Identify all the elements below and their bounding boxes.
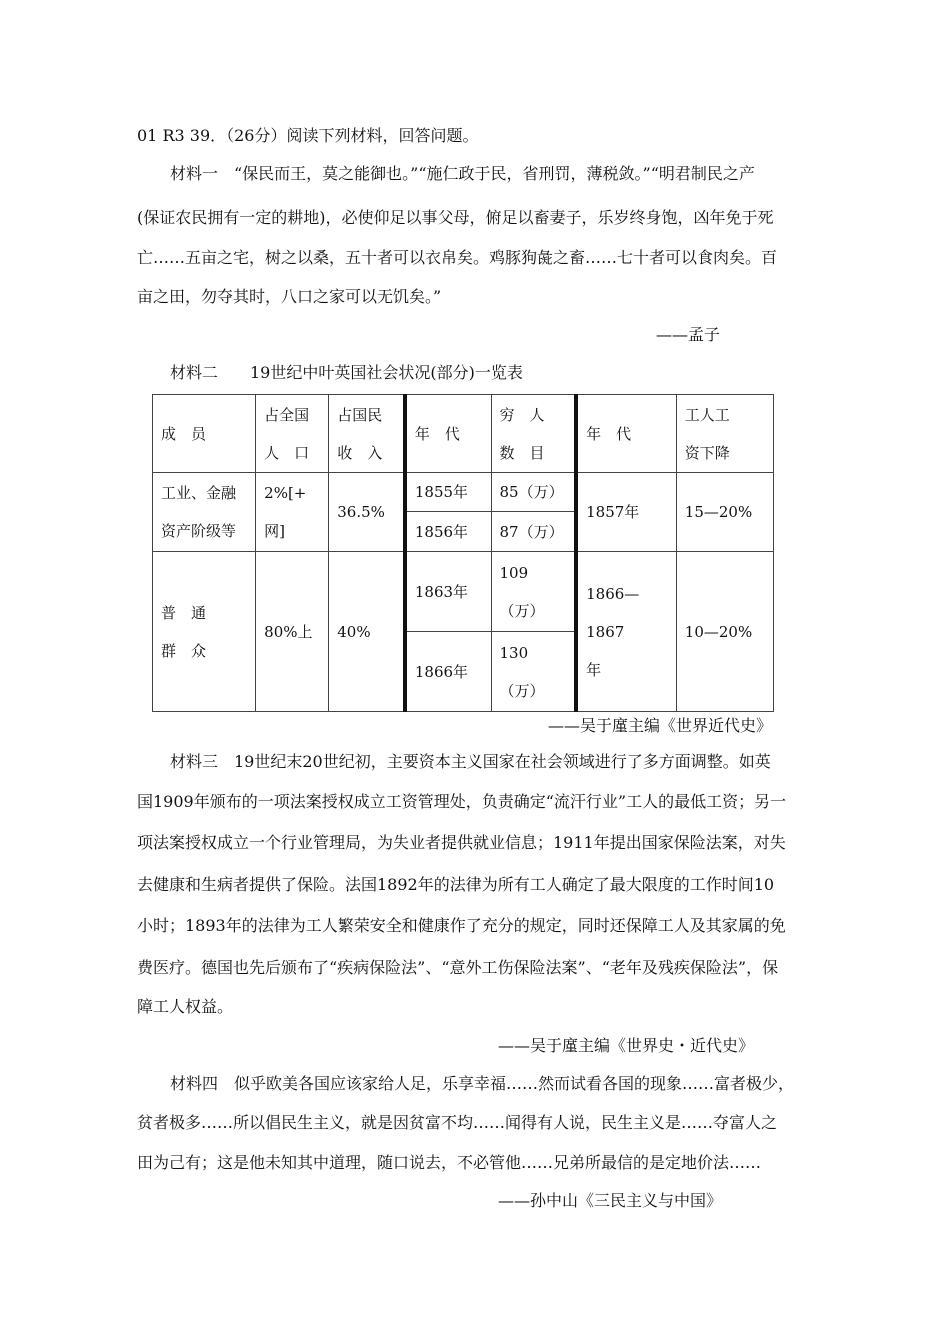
header-member: 成 员 [153, 395, 256, 473]
social-status-table [152, 394, 774, 712]
row2-poor-a: 109 （万） [491, 552, 576, 632]
row1-poor-b: 87（万） [491, 512, 576, 552]
material-2-title: 材料二 19世纪中叶英国社会状况(部分)一览表 [170, 363, 523, 382]
header-poor-count: 穷 人 数 目 [491, 395, 576, 473]
row1-member: 工业、金融 资产阶级等 [153, 473, 256, 552]
header-population: 占全国 人 口 [256, 395, 329, 473]
material-4-line-2: 贫者极多……所以倡民生主义，就是因贫富不均……闻得有人说，民生主义是……夺富人之 [137, 1113, 778, 1132]
material-4-source: ——孙中山《三民主义与中国》 [498, 1191, 723, 1210]
material-2-source: ——吴于廑主编《世界近代史》 [548, 716, 773, 735]
row1-income: 36.5% [329, 473, 405, 552]
header-wage-drop: 工人工 资下降 [676, 395, 773, 473]
row2-population: 80%上 [256, 552, 329, 712]
material-3-line-1: 材料三 19世纪末20世纪初，主要资本主义国家在社会领域进行了多方面调整。如英 [170, 752, 771, 771]
material-1-line-2: (保证农民拥有一定的耕地)，必使仰足以事父母，俯足以畜妻子，乐岁终身饱，凶年免于死 [137, 208, 774, 227]
header-year-2: 年 代 [576, 395, 676, 473]
material-4-line-1: 材料四 似乎欧美各国应该家给人足，乐享幸福……然而试看各国的现象……富者极少， [170, 1074, 795, 1093]
row2-income: 40% [329, 552, 405, 712]
row2-poor-b: 130 （万） [491, 632, 576, 712]
row1-wage: 15—20% [676, 473, 773, 552]
material-4-line-3: 田为己有；这是他未知其中道理，随口说去，不必管他……兄弟所最信的是定地价法…… [137, 1153, 762, 1172]
material-3-line-4: 去健康和生病者提供了保险。法国1892年的法律为所有工人确定了最大限度的工作时间10 [137, 875, 775, 894]
row1-year-a: 1855年 [405, 473, 491, 512]
row2-wage: 10—20% [676, 552, 773, 712]
material-3-line-3: 项法案授权成立一个行业管理局，为失业者提供就业信息；1911年提出国家保险法案，对失 [137, 833, 786, 852]
material-3-line-6: 费医疗。德国也先后颁布了“疾病保险法”、“意外工伤保险法案”、“老年及残疾保险法”，保 [137, 958, 779, 977]
material-3-source: ——吴于廑主编《世界史・近代史》 [498, 1036, 755, 1055]
row1-year-b: 1856年 [405, 512, 491, 552]
header-year-1: 年 代 [405, 395, 491, 473]
material-3-line-7: 障工人权益。 [137, 997, 234, 1016]
material-1-line-3: 亡……五亩之宅，树之以桑，五十者可以衣帛矣。鸡豚狗彘之畜……七十者可以食肉矣。百 [137, 248, 778, 267]
material-1-source: ——孟子 [656, 325, 721, 344]
row1-poor-a: 85（万） [491, 473, 576, 512]
row2-year-b: 1866年 [405, 632, 491, 712]
row1-population: 2%[+ 网] [256, 473, 329, 552]
material-1-line-4: 亩之田，勿夺其时，八口之家可以无饥矣。” [137, 287, 442, 306]
row2-member: 普 通 群 众 [153, 552, 256, 712]
question-header: 01 R3 39．（26分）阅读下列材料，回答问题。 [137, 126, 479, 145]
row2-year-2: 1866—1867 年 [576, 552, 676, 712]
header-income: 占国民 收 入 [329, 395, 405, 473]
row2-year-a: 1863年 [405, 552, 491, 632]
material-3-line-5: 小时；1893年的法律为工人繁荣安全和健康作了充分的规定，同时还保障工人及其家属的免 [137, 916, 786, 935]
material-1-line-1: 材料一 “保民而王，莫之能御也。”“施仁政于民，省刑罚，薄税敛。”“明君制民之产 [170, 164, 755, 183]
material-3-line-2: 国1909年颁布的一项法案授权成立工资管理处，负责确定“流汗行业”工人的最低工资；另一 [137, 792, 787, 811]
row1-year-2: 1857年 [576, 473, 676, 552]
